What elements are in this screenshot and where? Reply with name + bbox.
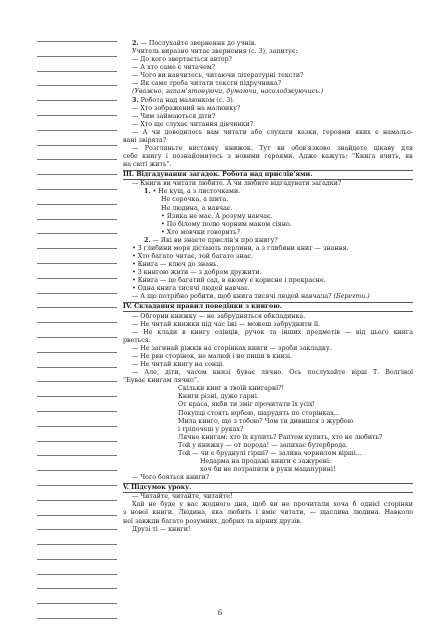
- note-line: [37, 71, 117, 72]
- note-line: [37, 544, 117, 545]
- section-heading: V. Підсумок уроку.: [123, 483, 413, 493]
- text-line: 1. • Не кущ, а з листочками.: [144, 188, 241, 196]
- text-line: • З глибини моря дістають перлини, а з глибини книг — знання.: [132, 244, 349, 252]
- note-line: [37, 85, 117, 86]
- text-line: “Буває книгам лячно”.: [123, 377, 200, 385]
- note-line: [37, 618, 117, 619]
- text-line: Скільки книг в твоїй книгарні?!: [178, 385, 285, 393]
- text-line: — Хто ще слухає читання дівчинки?: [132, 120, 254, 128]
- text-line: — Не читай книгу на сонці.: [132, 361, 225, 369]
- text-line: хоч би не потрапити в руки мацапурині!: [200, 466, 336, 474]
- note-line: [37, 441, 117, 442]
- note-line: [37, 293, 117, 294]
- text-line: — Чим займаються діти?: [132, 112, 216, 120]
- text-line: 2. — Які ви знаєте прислів'я про книгу?: [144, 236, 278, 244]
- text-line: — Читайте, читайте, читайте!: [132, 493, 233, 501]
- note-line: [37, 130, 117, 131]
- text-line: • По білому полю чорним маком сіяно.: [161, 220, 292, 228]
- text-line: з нової книги. Людина, яка любить і вміє читати, — щаслива людина. Навколо: [123, 509, 413, 517]
- note-line: [37, 603, 117, 604]
- note-line: [37, 56, 117, 57]
- note-line: [37, 145, 117, 146]
- note-line: [37, 396, 117, 397]
- text-line: — Не клади в книгу олівців, ручок та інших предметів — від цього книга: [132, 328, 413, 336]
- note-line: [37, 367, 117, 368]
- note-line: [37, 588, 117, 589]
- text-line: — А що потрібно робити, щоб книга тисячі людей навчала? (Берегти.): [132, 293, 370, 301]
- note-line: [37, 248, 117, 249]
- text-line: — Обгорни книжку — не забрудняться обкладинка.: [132, 312, 306, 320]
- text-line: Той у книжку — от порода! — запихає бутерброда.: [178, 441, 348, 449]
- note-line: [37, 159, 117, 160]
- note-line: [37, 41, 117, 42]
- note-line: [37, 529, 117, 530]
- text-line: — Як саме треба читати тексти підручника?: [132, 80, 282, 88]
- text-line: (Уважно, запам'ятовуючи, думаючи, насолоджуючись.): [132, 88, 324, 96]
- lesson-text: [123, 40, 413, 534]
- text-line: • Одна книга тисячі людей навчає.: [132, 285, 250, 293]
- text-line: — А чи доводилось вам читати або слухати казки, героями яких є намальо-: [132, 128, 413, 136]
- note-line: [37, 559, 117, 560]
- text-line: Мила книго, що з тобою? Чом ти дивишся з журбою: [178, 417, 354, 425]
- text-line: — Чого бояться книги?: [132, 474, 210, 482]
- text-line: Не сорочка, а шита.: [161, 196, 229, 204]
- note-line: [37, 263, 117, 264]
- text-line: 3. Робота над малюнком (с. 3).: [132, 96, 235, 104]
- text-line: — Не читай книжки під час їжі — можеш забруднити її.: [132, 320, 320, 328]
- text-line: • Хто мовчки говорить?: [161, 228, 240, 236]
- text-line: — Хто зображений на малюнку?: [132, 104, 241, 112]
- text-line: Недарма на продажі книги є зажурені:: [200, 457, 332, 465]
- text-line: вані звірята?: [123, 136, 167, 144]
- text-line: От краса, якби ти зміг прочитати їх усіх!: [178, 401, 316, 409]
- note-line: [37, 233, 117, 234]
- text-line: • З книгою жити — з добром дружити.: [132, 269, 262, 277]
- note-line: [37, 352, 117, 353]
- text-line: Учитель виразно читає звернення (с. 3), запитує:: [132, 48, 298, 56]
- text-line: — Не рви сторінок, не малюй і не пиши в книзі.: [132, 352, 293, 360]
- note-line: [37, 500, 117, 501]
- section-heading: IV. Складання правил поведінки з книгою.: [123, 302, 413, 312]
- note-line: [37, 189, 117, 190]
- text-line: рветься.: [123, 336, 151, 344]
- text-line: • Книга — це багатий сад, в якому є корисне і прекрасне.: [132, 277, 326, 285]
- text-line: — А хто саме є читачем?: [132, 64, 216, 72]
- text-line: неї завжди багато розумних, добрих та вірних друзів.: [123, 517, 302, 525]
- text-line: Хай не буде у вас жодного дня, щоб ви не прочитали хоча б однієї сторінки: [132, 501, 413, 509]
- note-line: [37, 426, 117, 427]
- text-line: — Розгляньте виставку книжок. Тут ви обов'язково знайдете цікаву для: [132, 145, 413, 153]
- text-line: Друзі ті — книги!: [132, 525, 191, 533]
- text-line: — Книги ви читати любите. А чи любите відгадувати загадки?: [132, 180, 342, 188]
- text-line: • Книга — ключ до знань.: [132, 261, 219, 269]
- note-line: [37, 115, 117, 116]
- note-line: [37, 322, 117, 323]
- note-line: [37, 455, 117, 456]
- text-line: • Хто багато читає, той багато знає.: [132, 253, 253, 261]
- text-line: Покупці стоять юрбою, шарудять по сторінках...: [178, 409, 340, 417]
- text-line: Не людина, а навчає.: [161, 204, 233, 212]
- text-line: — Але, діти, часом книзі буває лячно. Ось послухайте вірш Т. Волгіної: [132, 369, 413, 377]
- note-line: [37, 574, 117, 575]
- note-line: [37, 100, 117, 101]
- section-heading: III. Відгадування загадок. Робота над прислів'ями.: [123, 170, 413, 180]
- text-line: Книги різні, дуже гарні.: [178, 393, 259, 401]
- note-line: [37, 174, 117, 175]
- note-line: [37, 278, 117, 279]
- note-line: [37, 515, 117, 516]
- note-line: [37, 470, 117, 471]
- note-line: [37, 307, 117, 308]
- text-line: і тріпочеш у руках?: [178, 425, 244, 433]
- text-line: 2. — Послухайте звернення до учнів.: [132, 40, 257, 47]
- text-line: на світі жить”.: [123, 161, 172, 169]
- note-line: [37, 204, 117, 205]
- note-line: [37, 337, 117, 338]
- text-line: — Не загинай ріжків на сторінках книги — зроби закладку.: [132, 344, 332, 352]
- note-line: [37, 485, 117, 486]
- note-line: [37, 381, 117, 382]
- note-lines-column: [37, 41, 117, 633]
- text-line: — До кого звертається автор?: [132, 56, 232, 64]
- text-line: Лячно книгам: хто їх купить? Раптом купить, хто не любить?: [178, 433, 383, 441]
- text-line: себе книгу і познайомитесь з новими героями. Адже кажуть: “Книга вчить, як: [123, 153, 413, 161]
- text-line: • Язика не має. А розуму навчає.: [161, 212, 273, 220]
- text-line: Той — чи є бруднулі гірші? — залива чорнилом вірші...: [178, 449, 362, 457]
- note-line: [37, 411, 117, 412]
- page-number: 6: [217, 609, 223, 617]
- text-line: — Чого ви навчитесь, читаючи літературні тексти?: [132, 72, 304, 80]
- note-line: [37, 219, 117, 220]
